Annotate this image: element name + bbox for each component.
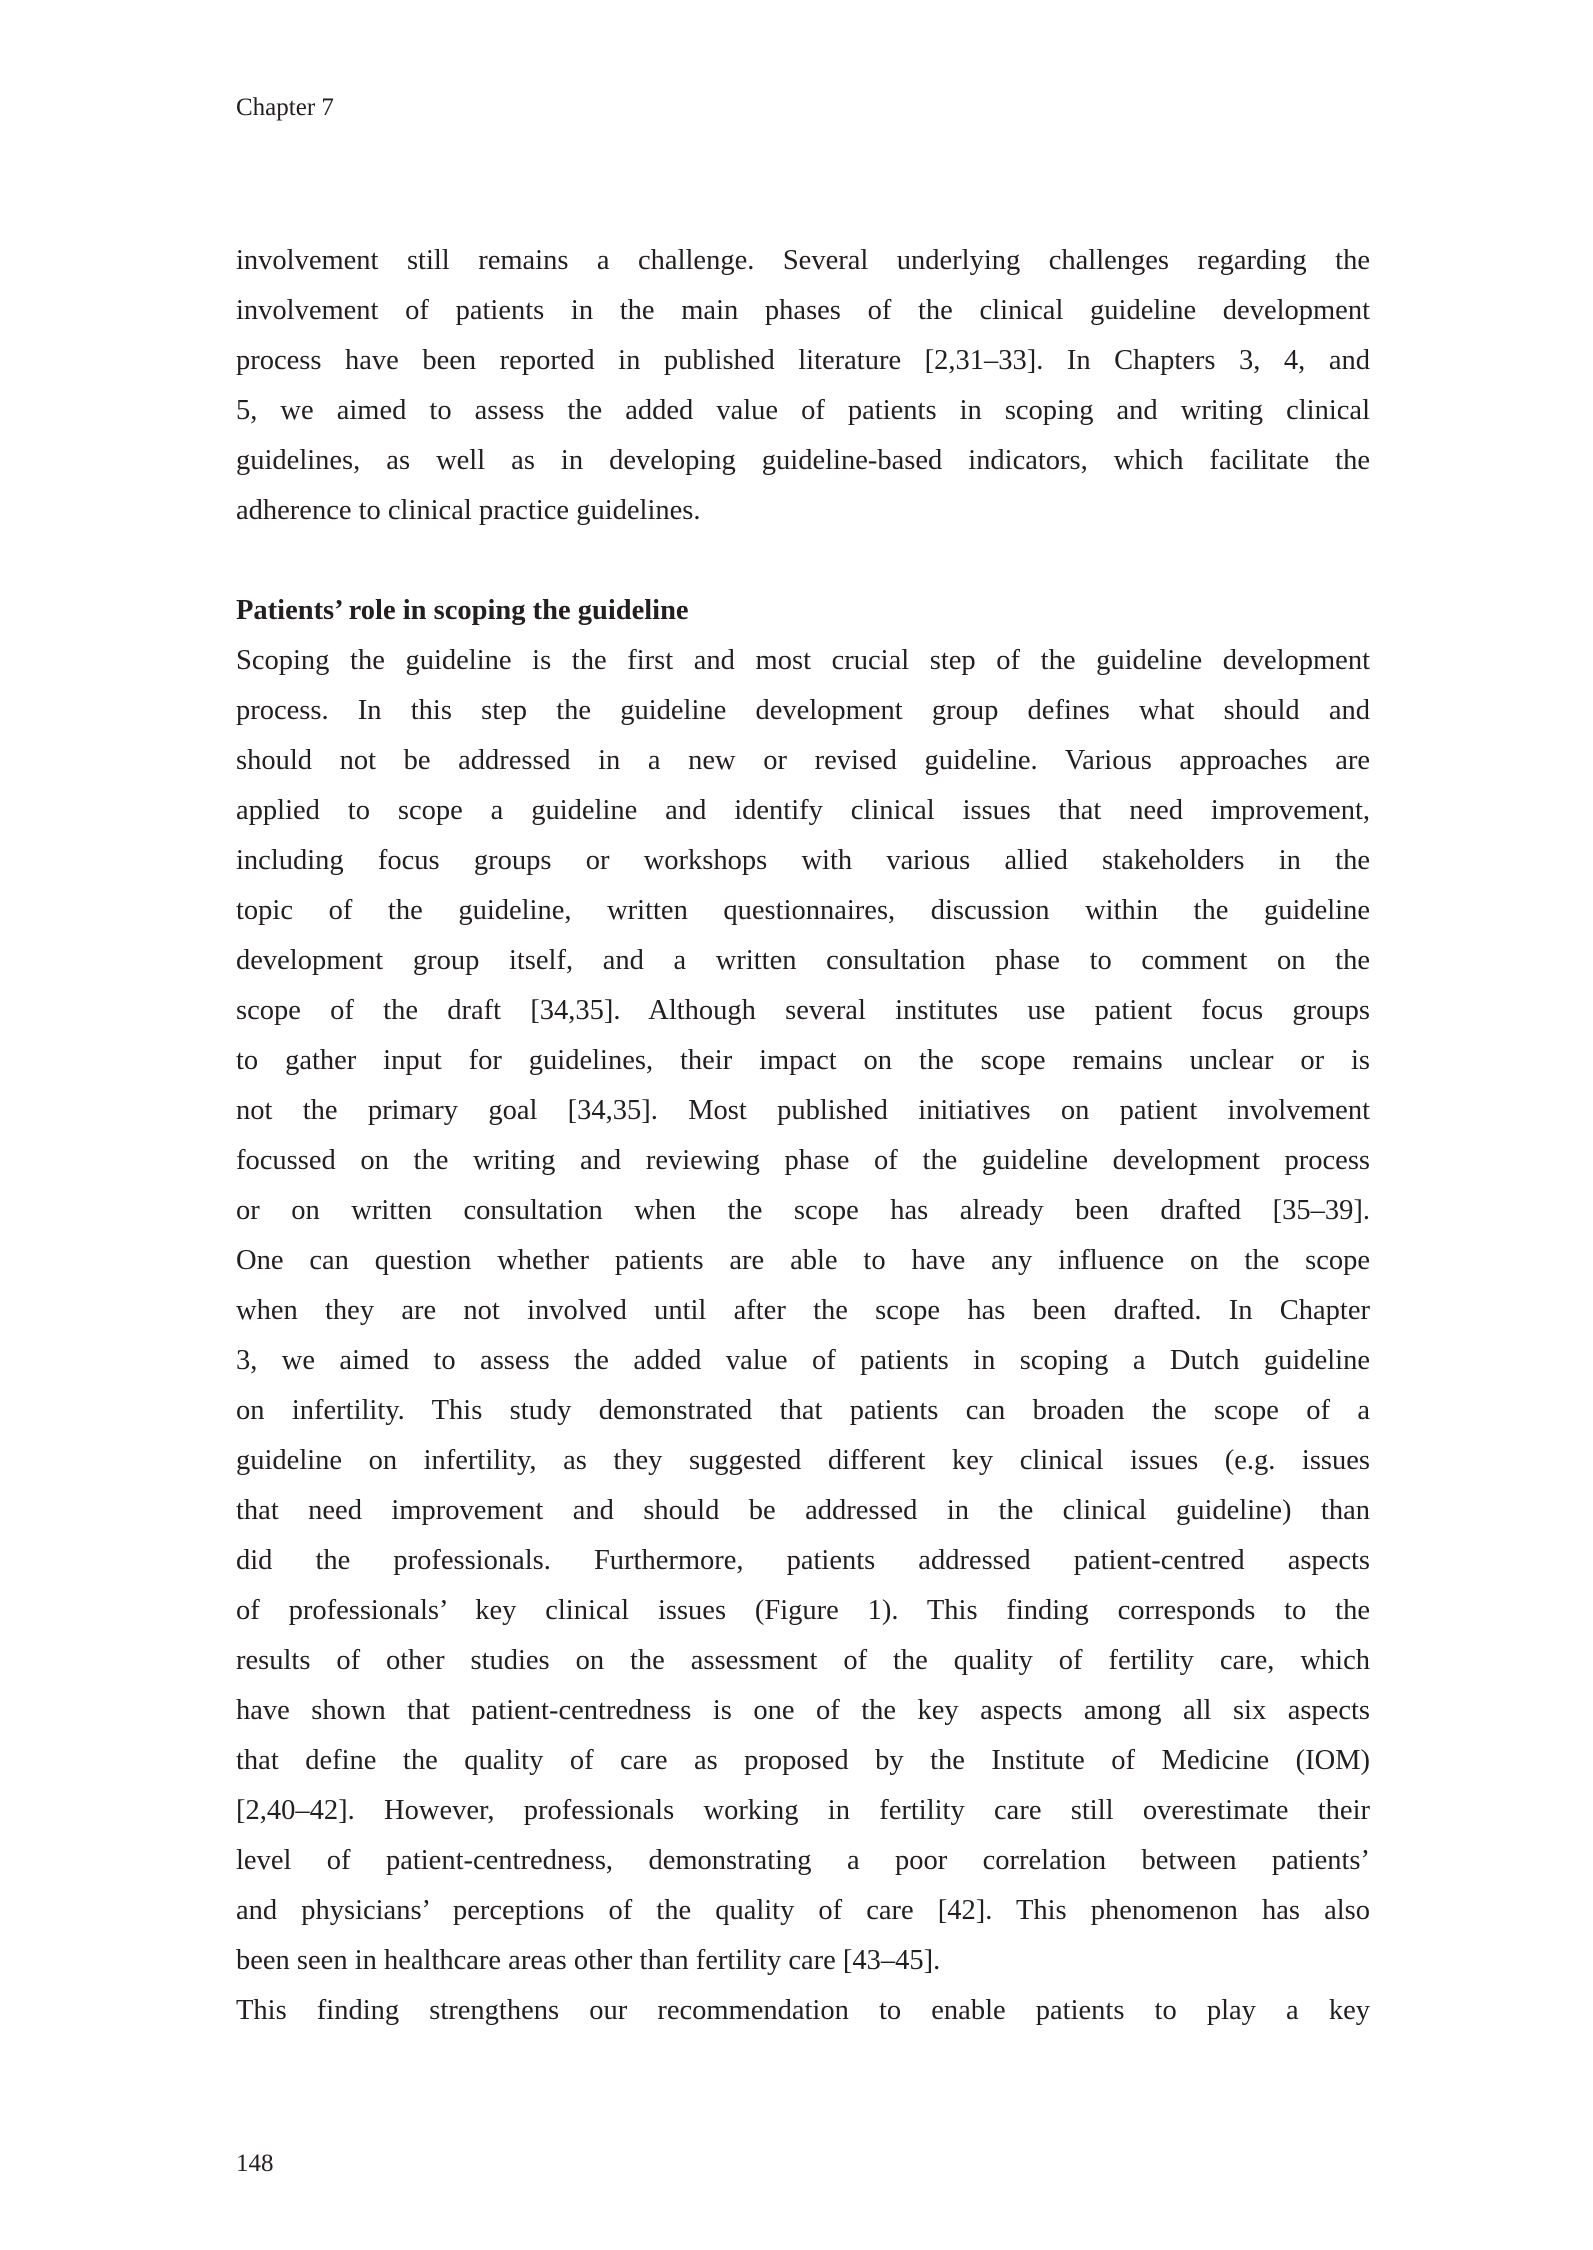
paragraph-2-line: been seen in healthcare areas other than fertility care [43–45].	[236, 1945, 941, 1976]
paragraph-2-line: development group itself, and a written consultation phase to comment on the	[236, 945, 1370, 976]
paragraph-2-line: when they are not involved until after the scope has been drafted. In Chapter	[236, 1295, 1370, 1326]
paragraph-2-line: 3, we aimed to assess the added value of patients in scoping a Dutch guideline	[236, 1345, 1370, 1376]
paragraph-2-line: not the primary goal [34,35]. Most published initiatives on patient involvement	[236, 1095, 1370, 1126]
paragraph-1-line: involvement of patients in the main phases of the clinical guideline development	[236, 295, 1370, 326]
paragraph-2-line: scope of the draft [34,35]. Although several institutes use patient focus groups	[236, 995, 1370, 1026]
paragraph-2-line: process. In this step the guideline development group defines what should and	[236, 695, 1370, 726]
paragraph-2-line: or on written consultation when the scope has already been drafted [35–39].	[236, 1195, 1370, 1226]
paragraph-2-line: should not be addressed in a new or revised guideline. Various approaches are	[236, 745, 1370, 776]
paragraph-2-line: including focus groups or workshops with various allied stakeholders in the	[236, 845, 1370, 876]
paragraph-2-line: focussed on the writing and reviewing phase of the guideline development process	[236, 1145, 1370, 1176]
paragraph-2-line: [2,40–42]. However, professionals working in fertility care still overestimate their	[236, 1795, 1370, 1826]
paragraph-2-line: guideline on infertility, as they suggested different key clinical issues (e.g. issues	[236, 1445, 1370, 1476]
paragraph-spacer	[236, 543, 1370, 593]
paragraph-2-line: to gather input for guidelines, their impact on the scope remains unclear or is	[236, 1045, 1370, 1076]
paragraph-1-line: guidelines, as well as in developing guideline-based indicators, which facilitate the	[236, 445, 1370, 476]
paragraph-2-line: level of patient-centredness, demonstrating a poor correlation between patients’	[236, 1845, 1370, 1876]
section-heading: Patients’ role in scoping the guideline	[236, 595, 689, 626]
paragraph-2-line: results of other studies on the assessment of the quality of fertility care, which	[236, 1645, 1370, 1676]
paragraph-3-line: This finding strengthens our recommendation to enable patients to play a key	[236, 1995, 1370, 2026]
paragraph-2-line: have shown that patient-centredness is one of the key aspects among all six aspects	[236, 1695, 1370, 1726]
paragraph-1-line: involvement still remains a challenge. Several underlying challenges regarding the	[236, 245, 1370, 276]
body-text	[236, 243, 1370, 2043]
paragraph-1-line: adherence to clinical practice guidelines.	[236, 495, 701, 526]
paragraph-2-line: did the professionals. Furthermore, patients addressed patient-centred aspects	[236, 1545, 1370, 1576]
paragraph-2-line: on infertility. This study demonstrated that patients can broaden the scope of a	[236, 1395, 1370, 1426]
paragraph-2-line: applied to scope a guideline and identify clinical issues that need improvement,	[236, 795, 1370, 826]
paragraph-2-line: One can question whether patients are able to have any influence on the scope	[236, 1245, 1370, 1276]
paragraph-2-line: that need improvement and should be addressed in the clinical guideline) than	[236, 1495, 1370, 1526]
paragraph-1-line: 5, we aimed to assess the added value of patients in scoping and writing clinical	[236, 395, 1370, 426]
paragraph-2-line: topic of the guideline, written questionnaires, discussion within the guideline	[236, 895, 1370, 926]
paragraph-2-line: of professionals’ key clinical issues (Figure 1). This finding corresponds to the	[236, 1595, 1370, 1626]
running-head: Chapter 7	[236, 94, 334, 121]
paragraph-1-line: process have been reported in published literature [2,31–33]. In Chapters 3, 4, and	[236, 345, 1370, 376]
paragraph-2-line: that define the quality of care as proposed by the Institute of Medicine (IOM)	[236, 1745, 1370, 1776]
paragraph-2-line: Scoping the guideline is the first and most crucial step of the guideline development	[236, 645, 1370, 676]
paragraph-2-line: and physicians’ perceptions of the quality of care [42]. This phenomenon has also	[236, 1895, 1370, 1926]
page-number: 148	[236, 2150, 274, 2177]
